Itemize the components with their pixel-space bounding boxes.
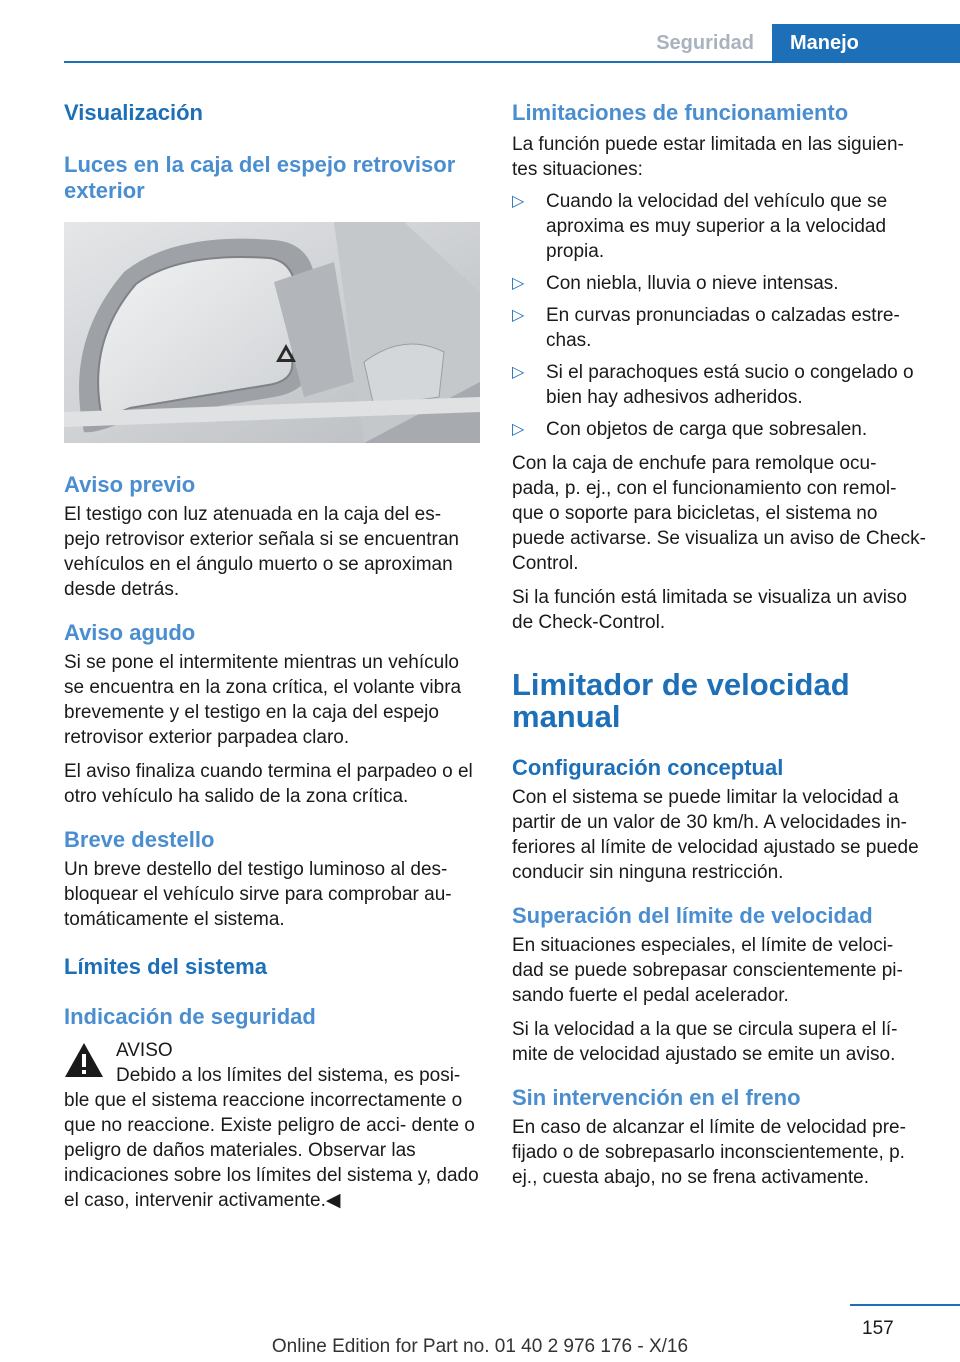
heading-limites-sistema: Límites del sistema (64, 954, 267, 979)
triangle-bullet-icon: ▷ (512, 193, 525, 210)
header-tabs (638, 24, 960, 62)
mirror-illustration (64, 222, 480, 443)
text-aviso-agudo-2: El aviso finaliza cuando termina el parpadeo o el otro vehículo ha salido de la zona crítica. (64, 761, 473, 807)
warning-text: Debido a los límites del sistema, es posi‐ ble que el sistema reaccione incorrectamente o que no reaccione. Existe peligro de acci‐ dente o peligro de daños materiales. Observar las indicaciones sobre los límites del sistema y, dado el caso, intervenir activamente.◀ (64, 1065, 479, 1211)
triangle-bullet-icon: ▷ (512, 307, 525, 324)
limitations-list (512, 189, 928, 442)
left-column (64, 100, 480, 1213)
edition-footer: Online Edition for Part no. 01 40 2 976 176 - X/16 (271, 1336, 689, 1357)
text-configuracion: Con el sistema se puede limitar la velocidad a partir de un valor de 30 km/h. A velocidades in‐ feriores al límite de velocidad ajustado se puede conducir sin ninguna restricción. (512, 787, 919, 883)
list-item: ▷ Cuando la velocidad del vehículo que se aproxima es muy superior a la velocidad propia. (512, 191, 888, 262)
text-sin-freno: En caso de alcanzar el límite de velocidad pre‐ fijado o de sobrepasarlo inconscientemente, p. ej., cuesta abajo, no se frena activamente. (512, 1117, 906, 1188)
triangle-bullet-icon: ▷ (512, 421, 525, 438)
heading-superacion: Superación del límite de velocidad (512, 903, 873, 928)
text-superacion-2: Si la velocidad a la que se circula supera el lí‐ mite de velocidad ajustado se emite un aviso. (512, 1019, 898, 1065)
text-aviso-previo: El testigo con luz atenuada en la caja del es‐ pejo retrovisor exterior señala si se encuentran vehículos en el ángulo muerto o se aproximan desde detrás. (64, 504, 459, 600)
text-caja-enchufe: Con la caja de enchufe para remolque ocu‐ pada, p. ej., con el funcionamiento con remol‐ que o soporte para bicicletas, el sistema no puede activarse. Se visualiza un aviso de Check-Control. (512, 453, 927, 574)
list-item: ▷ En curvas pronunciadas o calzadas estre‐ chas. (512, 305, 900, 351)
heading-limitador-velocidad: Limitador de velocidad manual (512, 667, 850, 734)
list-item: ▷ Con objetos de carga que sobresalen. (512, 419, 868, 440)
list-item: ▷ Si el parachoques está sucio o congelado o bien hay adhesivos adheridos. (512, 362, 914, 408)
heading-sin-freno: Sin intervención en el freno (512, 1085, 801, 1110)
heading-aviso-agudo: Aviso agudo (64, 620, 196, 645)
heading-indicacion-seguridad: Indicación de seguridad (64, 1004, 316, 1029)
heading-aviso-previo: Aviso previo (64, 472, 196, 497)
triangle-bullet-icon: ▷ (512, 364, 525, 381)
list-item: ▷ Con niebla, lluvia o nieve intensas. (512, 273, 839, 294)
tab-seguridad[interactable]: Seguridad (638, 24, 772, 62)
tab-manejo[interactable]: Manejo (772, 24, 960, 62)
text-aviso-agudo-1: Si se pone el intermitente mientras un vehículo se encuentra en la zona crítica, el volante vibra brevemente y el testigo en la caja del espejo retrovisor exterior parpadea claro. (64, 652, 462, 748)
footer-rule (850, 1304, 960, 1306)
triangle-bullet-icon: ▷ (512, 275, 525, 292)
page-number: 157 (862, 1318, 894, 1339)
warning-triangle-icon (64, 1042, 104, 1078)
text-superacion-1: En situaciones especiales, el límite de veloci‐ dad se puede sobrepasar conscientemente pi‐ sando fuerte el pedal acelerador. (512, 935, 903, 1006)
heading-visualizacion: Visualización (64, 100, 203, 125)
heading-configuracion: Configuración conceptual (512, 755, 784, 780)
text-funcion-limitada: Si la función está limitada se visualiza un aviso de Check-Control. (512, 587, 907, 633)
heading-luces-espejo: Luces en la caja del espejo retrovisor exterior (64, 152, 456, 203)
warning-title: AVISO (116, 1040, 173, 1061)
warning-block (64, 1038, 480, 1063)
text-breve-destello: Un breve destello del testigo luminoso al des‐ bloquear el vehículo sirve para comprobar au‐ tomáticamente el sistema. (64, 859, 452, 930)
heading-limitaciones: Limitaciones de funcionamiento (512, 100, 849, 125)
right-column (512, 100, 928, 1190)
header-rule (64, 61, 960, 63)
heading-breve-destello: Breve destello (64, 827, 215, 852)
text-limitaciones: La función puede estar limitada en las siguien‐ tes situaciones: (512, 134, 904, 180)
